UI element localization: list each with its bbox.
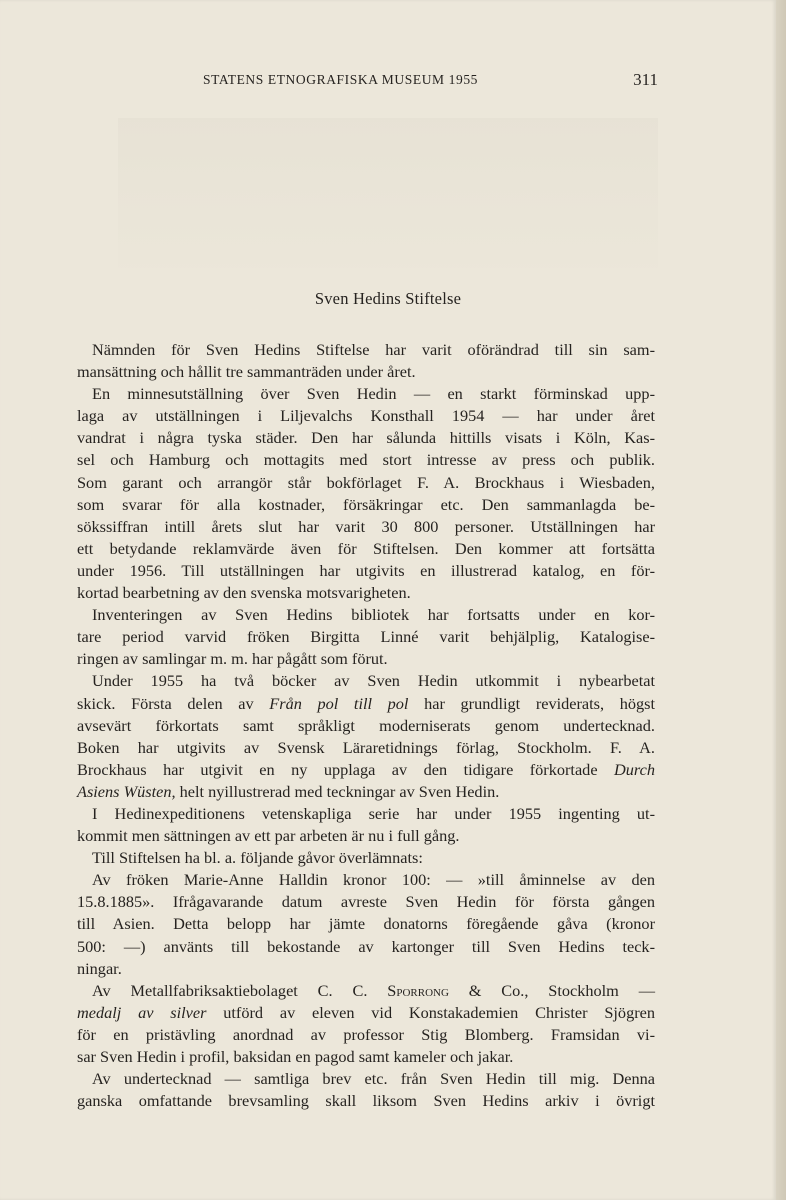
text-span: skick. Första delen av: [77, 693, 270, 713]
text-line: mansättning och hållit tre sammanträden under året.: [77, 362, 416, 382]
text-line: Till Stiftelsen ha bl. a. följande gåvor överlämnats:: [92, 848, 423, 868]
small-caps-text: Sporrong: [387, 980, 449, 1000]
page-edge: [776, 0, 786, 1200]
show-through-region: [118, 118, 658, 268]
body-text: [77, 339, 655, 1112]
text-line: sar Sven Hedin i profil, baksidan en pagod samt kameler och jakar.: [77, 1047, 514, 1066]
text-span: har grundligt reviderats, högst: [408, 693, 655, 713]
italic-text: medalj av silver: [77, 1002, 207, 1022]
text-line: [77, 1002, 655, 1024]
text-line: [77, 781, 655, 803]
text-line: 15.8.1885». Ifrågavarande datum avreste Sven Hedin för första gången: [77, 892, 655, 912]
text-line: Av fröken Marie-Anne Halldin kronor 100: — »till åminnelse av den: [92, 870, 655, 890]
text-line: laga av utställningen i Liljevalchs Konsthall 1954 — har under året: [77, 406, 655, 426]
text-line: sel och Hamburg och mottagits med stort intresse av press och publik.: [77, 450, 655, 470]
text-line: Av undertecknad — samtliga brev etc. från Sven Hedin till mig. Denna: [92, 1069, 655, 1089]
text-line: [77, 693, 655, 715]
text-span: Brockhaus har utgivit en ny upplaga av den tidigare förkortade: [77, 759, 614, 779]
text-line: sökssiffran intill årets slut har varit 30 800 personer. Utställningen har: [77, 516, 655, 536]
italic-text: Från pol till pol: [269, 693, 409, 713]
text-line: Under 1955 ha två böcker av Sven Hedin utkommit i nybearbetat: [92, 671, 655, 691]
text-line: till Asien. Detta belopp har jämte donatorns föregående gåva (kronor: [77, 914, 655, 934]
text-line: som svarar för alla kostnader, försäkringar etc. Den sammanlagda be-: [77, 494, 655, 514]
text-line: kommit men sättningen av ett par arbeten är nu i full gång.: [77, 826, 460, 846]
text-span: helt nyillustrerad med teckningar av Sven Hedin.: [175, 781, 500, 801]
text-line: Inventeringen av Sven Hedins bibliotek har fortsatts under en kor-: [92, 605, 655, 625]
running-head: STATENS ETNOGRAFISKA MUSEUM 1955: [203, 72, 479, 87]
text-line: ganska omfattande brevsamling skall liksom Sven Hedins arkiv i övrigt: [77, 1091, 655, 1111]
text-line: avsevärt förkortats samt språkligt moderniserats genom undertecknad.: [77, 715, 655, 735]
italic-text: Durch: [614, 759, 655, 779]
page-number: 311: [633, 70, 658, 89]
text-line: tare period varvid fröken Birgitta Linné varit behjälplig, Katalogise-: [77, 627, 655, 647]
text-line: En minnesutställning över Sven Hedin — en starkt förminskad upp-: [92, 384, 655, 404]
text-line: kortad bearbetning av den svenska motsvarigheten.: [77, 583, 411, 603]
text-line: Boken har utgivits av Svensk Läraretidnings förlag, Stockholm. F. A.: [77, 737, 655, 757]
text-span: Av Metallfabriksaktiebolaget C. C.: [92, 980, 388, 1000]
text-line: I Hedinexpeditionens vetenskapliga serie har under 1955 ingenting ut-: [92, 803, 655, 823]
page-header: [203, 70, 658, 92]
text-line: Nämnden för Sven Hedins Stiftelse har varit oförändrad till sin sam-: [92, 340, 655, 359]
text-line: vandrat i några tyska städer. Den har sålunda hittills visats i Köln, Kas-: [77, 428, 655, 448]
text-line: för en pristävling anordnad av professor Stig Blomberg. Framsidan vi-: [77, 1024, 655, 1044]
text-line: Som garant och arrangör står bokförlaget F. A. Brockhaus i Wiesbaden,: [77, 472, 655, 492]
text-line: under 1956. Till utställningen har utgivits en illustrerad katalog, en för-: [77, 560, 655, 580]
text-line: [77, 759, 655, 781]
text-line: [77, 980, 655, 1002]
text-line: ett betydande reklamvärde även för Stiftelsen. Den kommer att fortsätta: [77, 538, 655, 558]
section-title: Sven Hedins Stiftelse: [314, 289, 462, 308]
text-span: & Co., Stockholm —: [448, 980, 655, 1000]
text-span: utförd av eleven vid Konstakademien Christer Sjögren: [206, 1002, 655, 1022]
text-line: ringen av samlingar m. m. har pågått som förut.: [77, 649, 388, 669]
text-line: ningar.: [77, 958, 122, 978]
text-line: 500: —) använts till bekostande av kartonger till Sven Hedins teck-: [77, 936, 655, 956]
italic-text: Asiens Wüsten,: [77, 781, 176, 801]
